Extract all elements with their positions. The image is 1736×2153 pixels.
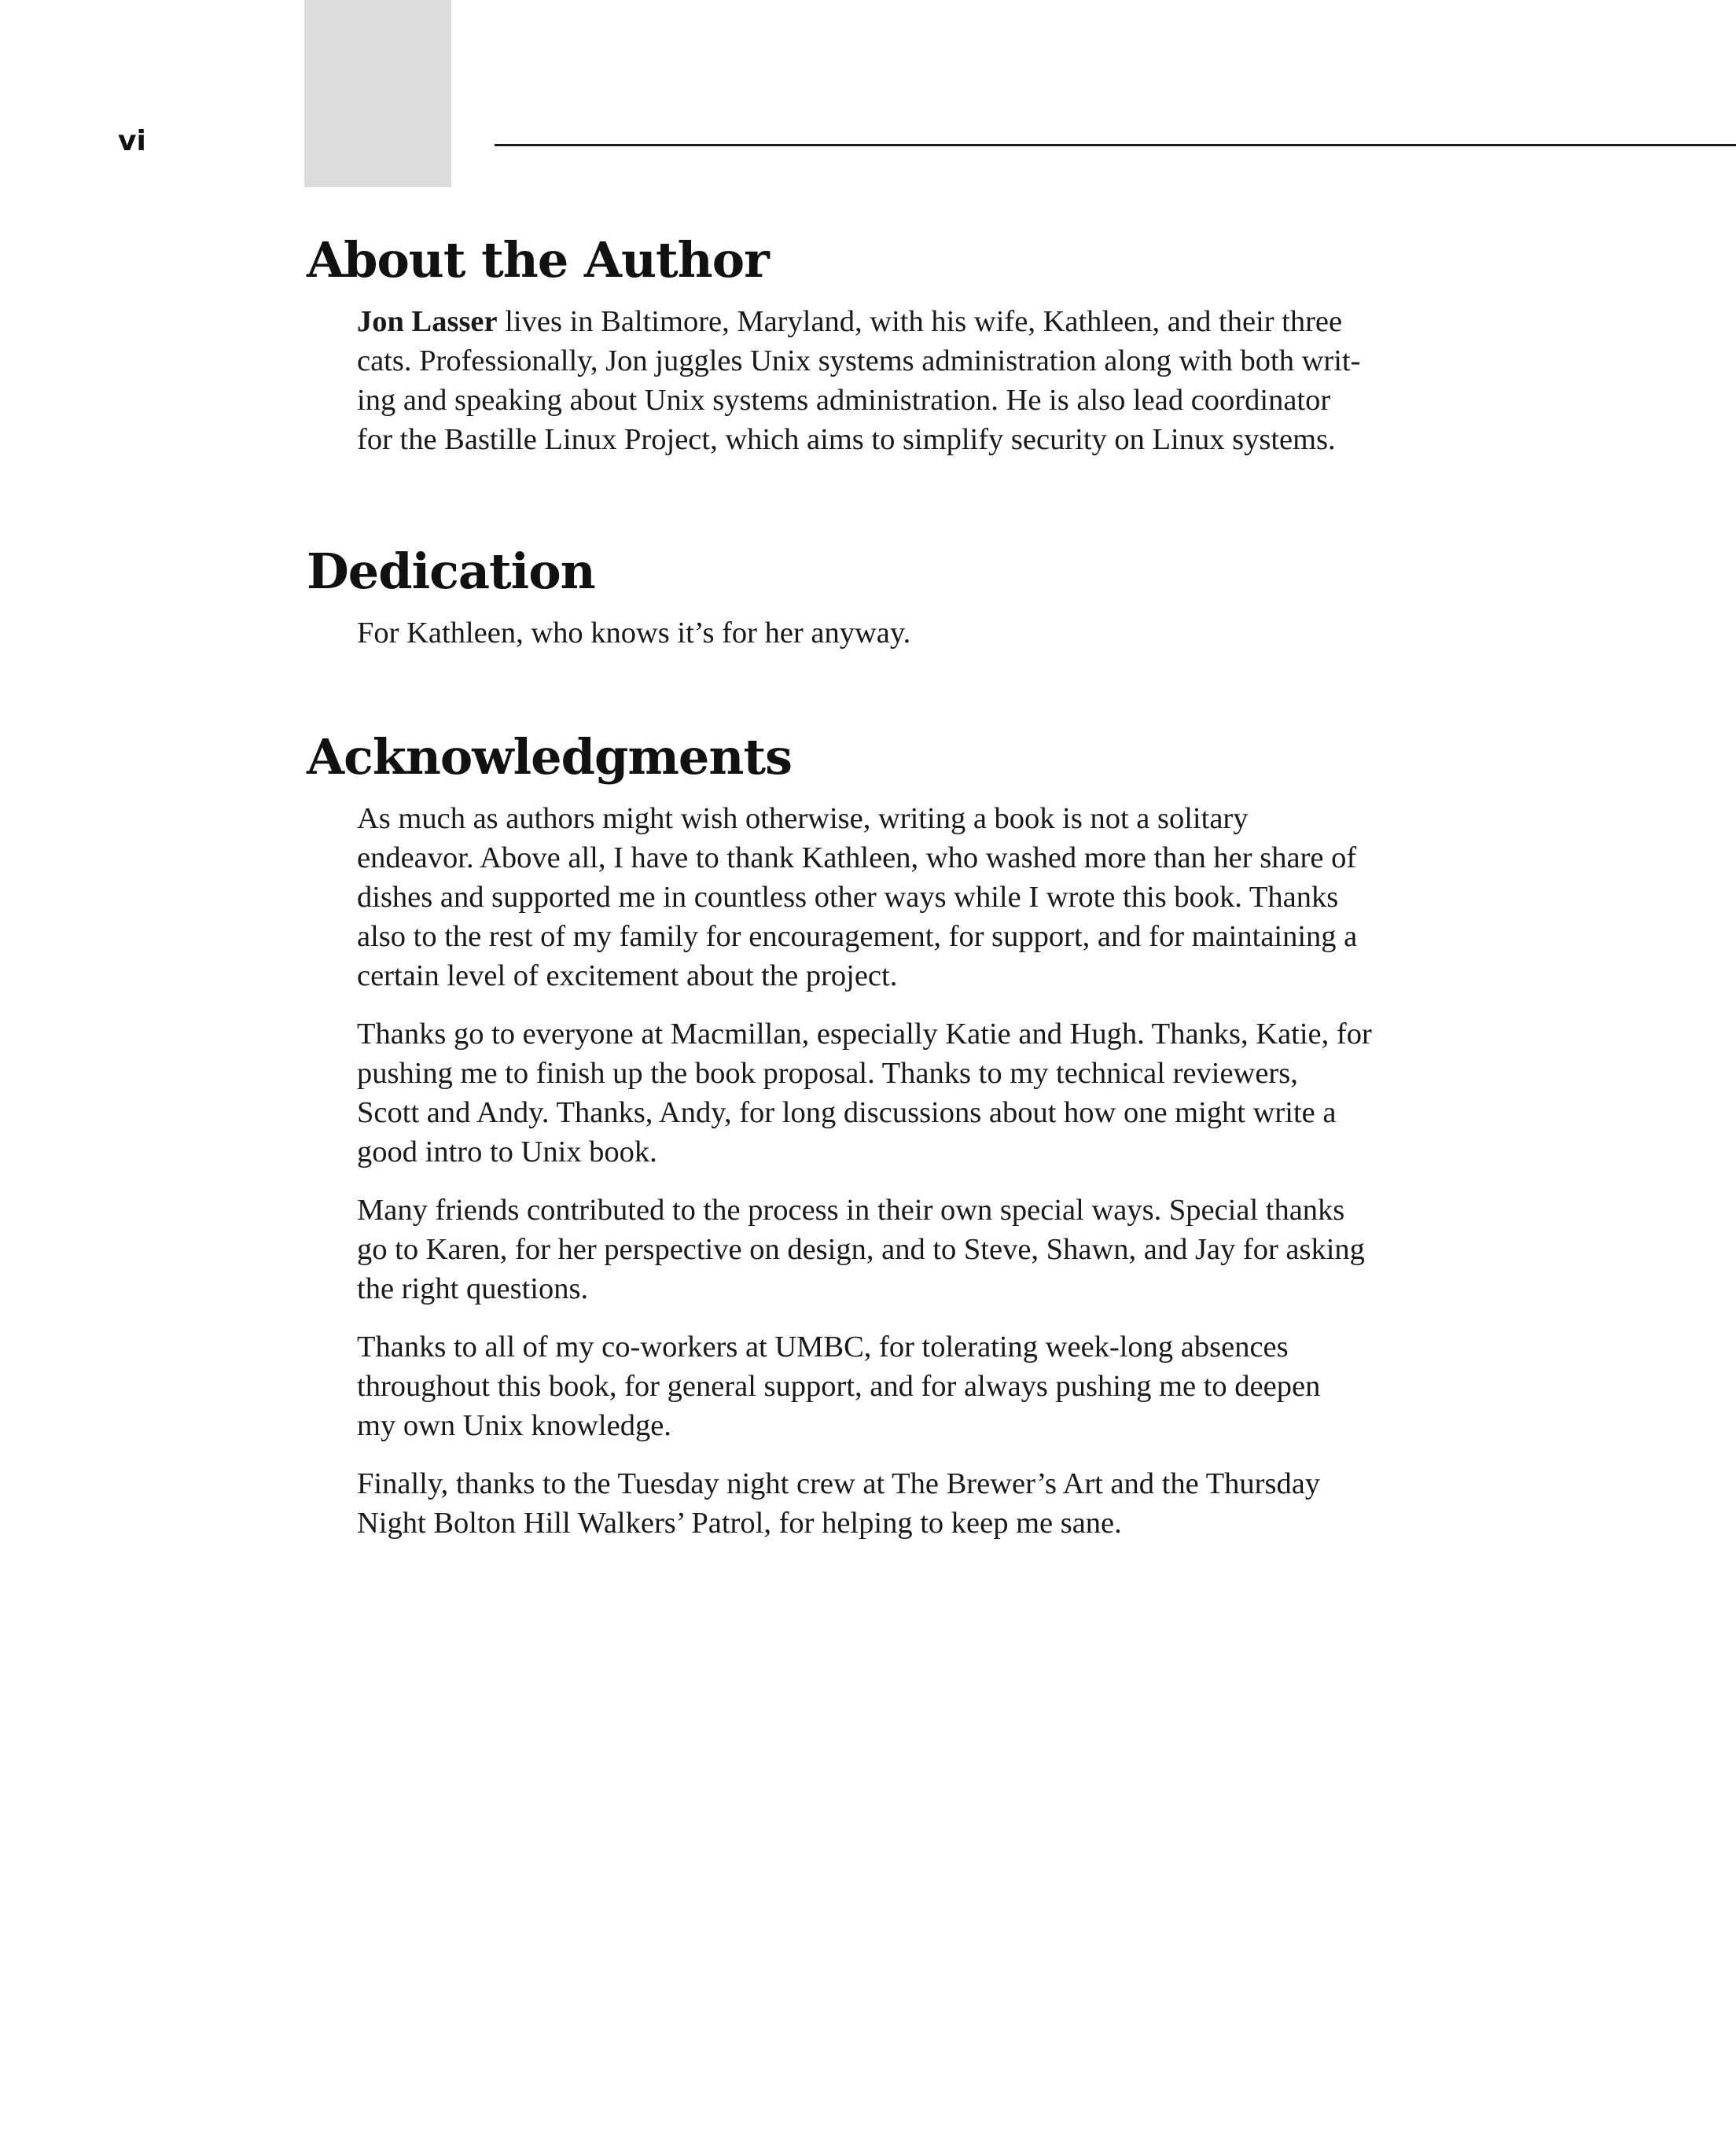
ack-line: As much as authors might wish otherwise, writing a book is not a solitary: [357, 802, 1249, 835]
ack-line: Scott and Andy. Thanks, Andy, for long discussions about how one might write a: [357, 1096, 1337, 1129]
dedication-text: For Kathleen, who knows it’s for her anyway.: [357, 616, 911, 650]
about-the-author-section: [307, 231, 1455, 459]
about-line: [357, 302, 1455, 341]
ack-paragraph: [357, 1464, 1455, 1543]
header-rule: [495, 144, 1736, 146]
page-number: vi: [118, 125, 146, 157]
about-line: ing and speaking about Unix systems administration. He is also lead coordinator: [357, 384, 1331, 417]
ack-line: Many friends contributed to the process in their own special ways. Special thanks: [357, 1194, 1345, 1227]
ack-line: Thanks go to everyone at Macmillan, especially Katie and Hugh. Thanks, Katie, for: [357, 1018, 1372, 1051]
ack-paragraph: [357, 1327, 1455, 1445]
dedication-body: [357, 613, 1455, 653]
ack-line: good intro to Unix book.: [357, 1135, 657, 1169]
about-line-text: lives in Baltimore, Maryland, with his wife, Kathleen, and their three: [497, 305, 1343, 338]
acknowledgments-section: [307, 728, 1455, 1543]
ack-line: the right questions.: [357, 1272, 589, 1305]
ack-line: my own Unix knowledge.: [357, 1409, 671, 1442]
ack-paragraph: [357, 1014, 1455, 1172]
header-tab-block: [304, 0, 451, 187]
ack-line: throughout this book, for general support, and for always pushing me to deepen: [357, 1370, 1321, 1403]
dedication-heading: Dedication: [307, 543, 595, 600]
dedication-section: [307, 543, 1455, 653]
ack-line: Thanks to all of my co-workers at UMBC, for tolerating week-long absences: [357, 1330, 1289, 1364]
about-the-author-heading: About the Author: [307, 231, 769, 289]
ack-line: go to Karen, for her perspective on design, and to Steve, Shawn, and Jay for asking: [357, 1233, 1365, 1266]
ack-line: endeavor. Above all, I have to thank Kathleen, who washed more than her share of: [357, 841, 1357, 874]
author-name: Jon Lasser: [357, 305, 498, 338]
acknowledgments-body: [357, 799, 1455, 1543]
ack-line: pushing me to finish up the book proposal. Thanks to my technical reviewers,: [357, 1057, 1298, 1090]
ack-line: dishes and supported me in countless other ways while I wrote this book. Thanks: [357, 881, 1339, 914]
about-paragraph: [357, 302, 1455, 459]
about-line: cats. Professionally, Jon juggles Unix systems administration along with both writ-: [357, 344, 1361, 377]
ack-paragraph: [357, 799, 1455, 996]
page-content: [307, 231, 1455, 1543]
ack-line: Night Bolton Hill Walkers’ Patrol, for helping to keep me sane.: [357, 1507, 1122, 1540]
ack-line: also to the rest of my family for encouragement, for support, and for maintaining a: [357, 920, 1358, 953]
ack-line: certain level of excitement about the project.: [357, 959, 898, 992]
about-the-author-body: [357, 302, 1455, 459]
about-line: for the Bastille Linux Project, which aims to simplify security on Linux systems.: [357, 423, 1336, 456]
acknowledgments-heading: Acknowledgments: [307, 728, 792, 786]
ack-paragraph: [357, 1191, 1455, 1308]
ack-line: Finally, thanks to the Tuesday night crew at The Brewer’s Art and the Thursday: [357, 1467, 1321, 1500]
